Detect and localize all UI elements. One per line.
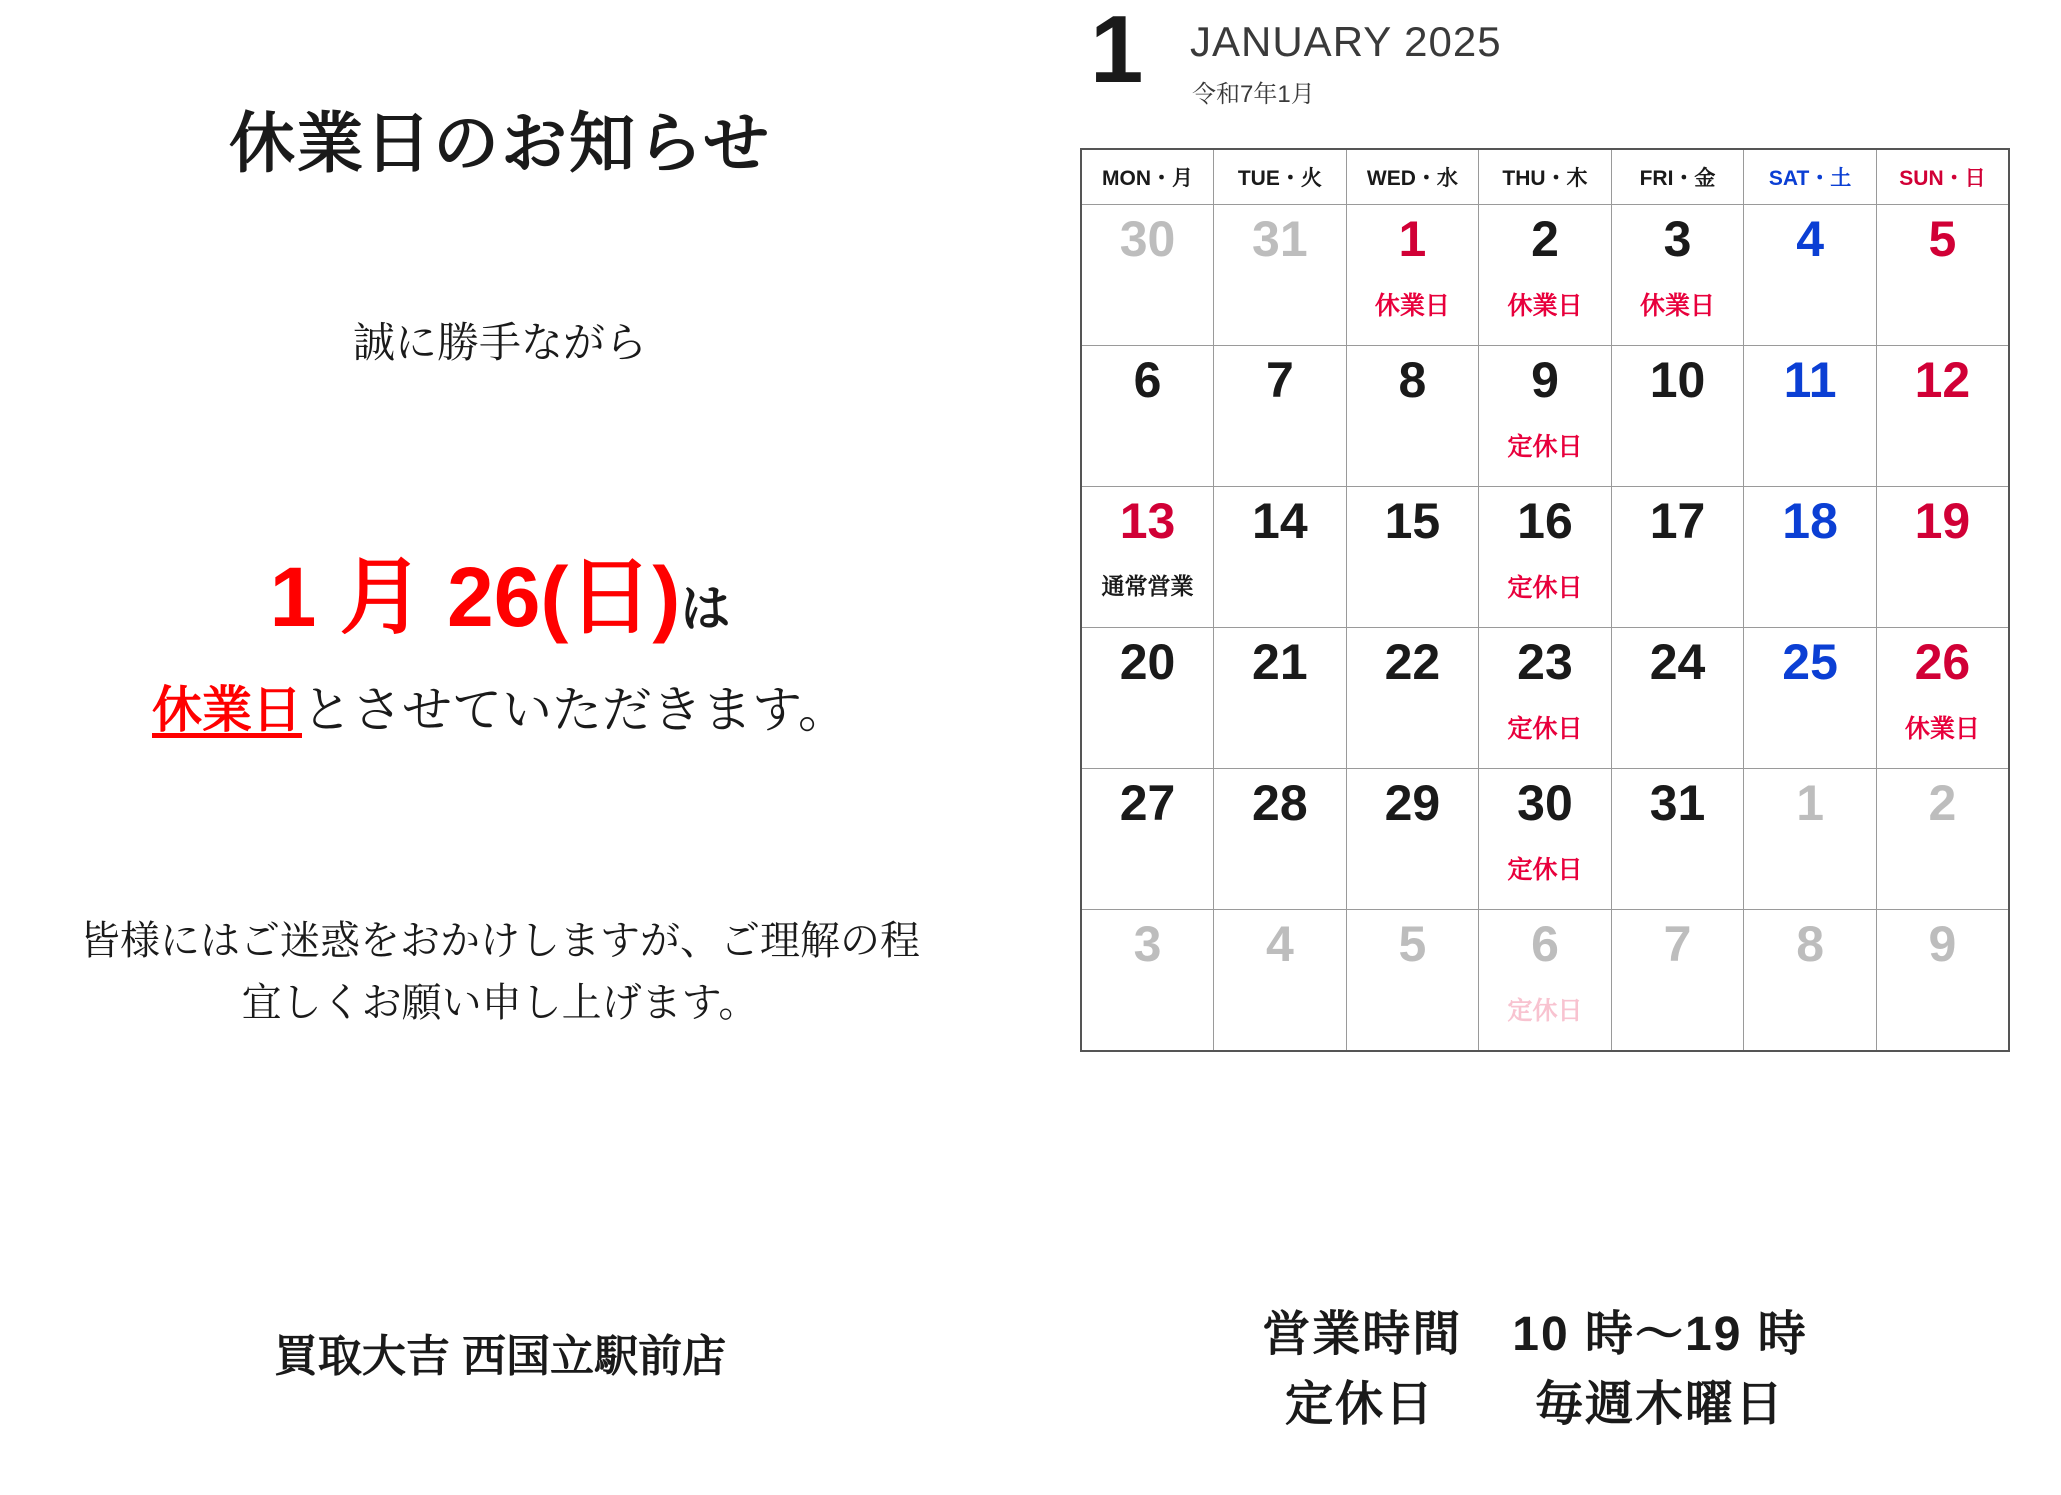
calendar-day-number: 7 (1663, 916, 1692, 972)
calendar-month-japanese-era: 令和7年1月 (1192, 81, 1315, 108)
closed-statement-rest: とさせていただきます。 (302, 682, 848, 738)
calendar-month-number: 1 (1090, 0, 1144, 103)
closed-keyword: 休業日 (152, 682, 302, 738)
calendar-panel (1080, 0, 2050, 1495)
calendar-week-row (1081, 205, 2009, 346)
calendar-day-number: 8 (1398, 352, 1427, 408)
calendar-day-number: 6 (1133, 352, 1162, 408)
calendar-day-cell (1479, 628, 1612, 769)
calendar-day-cell (1611, 628, 1744, 769)
weekday-header-sat: SAT・土 (1744, 149, 1877, 205)
calendar-day-cell (1479, 487, 1612, 628)
calendar-day-number: 19 (1914, 493, 1971, 549)
calendar-day-number: 15 (1384, 493, 1441, 549)
calendar-week-row (1081, 346, 2009, 487)
calendar-day-number: 27 (1119, 775, 1176, 831)
calendar-day-cell (1611, 205, 1744, 346)
closed-date-particle: は (680, 581, 731, 637)
calendar-day-number: 8 (1796, 916, 1824, 972)
calendar-day-note: 休業日 (1507, 291, 1583, 320)
calendar-day-number: 4 (1265, 916, 1294, 972)
calendar-day-cell (1479, 769, 1612, 910)
closed-statement (0, 670, 1000, 742)
calendar-day-cell (1744, 769, 1877, 910)
weekday-header-tue: TUE・火 (1214, 149, 1347, 205)
calendar-day-number: 30 (1119, 211, 1176, 267)
calendar-day-number: 17 (1649, 493, 1706, 549)
shop-name: 買取大吉 西国立駅前店 (273, 1332, 727, 1381)
calendar-day-cell (1214, 910, 1347, 1052)
calendar-day-note: 定休日 (1507, 432, 1583, 461)
calendar-day-number: 2 (1928, 775, 1957, 831)
calendar-footer (1000, 1300, 2061, 1439)
calendar-day-number: 3 (1133, 916, 1162, 972)
weekday-header-mon: MON・月 (1081, 149, 1214, 205)
calendar-day-number: 10 (1649, 352, 1706, 408)
apology-line-1: 皆様にはご迷惑をおかけしますが、ご理解の程 (80, 919, 920, 963)
calendar-day-note: 通常営業 (1101, 572, 1194, 599)
calendar-day-number: 12 (1914, 352, 1971, 408)
calendar-day-note: 定休日 (1507, 714, 1583, 743)
apology-line-2: 宜しくお願い申し上げます。 (241, 981, 759, 1025)
weekday-header-thu: THU・木 (1479, 149, 1612, 205)
calendar-day-cell (1214, 628, 1347, 769)
calendar-day-number: 7 (1265, 352, 1294, 408)
calendar-day-cell (1876, 487, 2009, 628)
business-hours: 営業時間 10 時〜19 時 (1262, 1308, 1808, 1361)
calendar-day-cell (1611, 487, 1744, 628)
calendar-day-cell (1744, 205, 1877, 346)
calendar-day-number: 31 (1649, 775, 1706, 831)
calendar-day-number: 13 (1119, 493, 1176, 549)
calendar-day-number: 28 (1252, 775, 1308, 831)
calendar-day-number: 14 (1252, 493, 1308, 549)
calendar-day-cell (1346, 346, 1479, 487)
weekday-header-sun: SUN・日 (1876, 149, 2009, 205)
calendar-day-cell (1611, 769, 1744, 910)
calendar-day-number: 29 (1384, 775, 1441, 831)
calendar-day-note: 定休日 (1507, 996, 1583, 1025)
calendar-day-number: 1 (1796, 775, 1824, 831)
page-title: 休業日のお知らせ (228, 106, 772, 180)
calendar-day-note: 定休日 (1507, 855, 1583, 884)
calendar-day-cell (1214, 205, 1347, 346)
calendar-day-cell (1876, 910, 2009, 1052)
calendar-day-cell (1876, 346, 2009, 487)
calendar-day-cell (1081, 346, 1214, 487)
calendar-day-cell (1214, 487, 1347, 628)
apology-text (0, 910, 1000, 1034)
calendar-day-number: 18 (1782, 493, 1838, 549)
calendar-day-cell (1346, 769, 1479, 910)
regular-holiday: 定休日 毎週木曜日 (1284, 1377, 1785, 1431)
closed-date-value: 1 月 26(日) (269, 550, 681, 644)
calendar-header (1080, 0, 2050, 128)
calendar-week-row (1081, 769, 2009, 910)
calendar-day-cell (1346, 487, 1479, 628)
calendar-day-cell (1876, 205, 2009, 346)
calendar-day-note: 休業日 (1640, 291, 1716, 320)
calendar-day-number: 16 (1517, 493, 1573, 549)
calendar-day-number: 26 (1914, 634, 1971, 690)
calendar-day-number: 31 (1252, 211, 1308, 267)
calendar-day-cell (1081, 769, 1214, 910)
calendar-day-cell (1744, 487, 1877, 628)
calendar-day-cell (1081, 487, 1214, 628)
calendar-day-number: 9 (1531, 352, 1559, 408)
calendar-day-number: 25 (1782, 634, 1838, 690)
calendar-day-cell (1346, 205, 1479, 346)
closed-date-headline (0, 530, 1000, 651)
calendar-day-number: 1 (1398, 211, 1427, 267)
calendar-week-row (1081, 628, 2009, 769)
calendar-day-cell (1214, 346, 1347, 487)
calendar-weekday-header-row (1081, 149, 2009, 205)
calendar-day-cell (1744, 628, 1877, 769)
calendar-day-number: 11 (1783, 352, 1837, 408)
calendar-day-number: 22 (1384, 634, 1441, 690)
calendar-table (1080, 148, 2010, 1052)
calendar-month-english: JANUARY 2025 (1190, 18, 1502, 65)
calendar-day-note: 休業日 (1904, 714, 1980, 743)
calendar-day-number: 4 (1796, 211, 1824, 267)
calendar-week-row (1081, 487, 2009, 628)
calendar-day-note: 休業日 (1374, 291, 1450, 320)
calendar-day-cell (1081, 205, 1214, 346)
calendar-day-number: 30 (1517, 775, 1573, 831)
notice-intro-text: 誠に勝手ながら (352, 319, 647, 366)
calendar-day-number: 5 (1928, 211, 1957, 267)
calendar-day-number: 24 (1649, 634, 1706, 690)
calendar-day-cell (1479, 910, 1612, 1052)
calendar-day-cell (1081, 628, 1214, 769)
calendar-day-cell (1876, 769, 2009, 910)
calendar-day-number: 5 (1398, 916, 1427, 972)
calendar-day-number: 9 (1928, 916, 1957, 972)
calendar-day-cell (1744, 346, 1877, 487)
calendar-day-cell (1479, 205, 1612, 346)
calendar-day-cell (1876, 628, 2009, 769)
calendar-day-cell (1611, 910, 1744, 1052)
calendar-day-number: 20 (1119, 634, 1176, 690)
calendar-day-note: 定休日 (1507, 573, 1583, 602)
calendar-week-row (1081, 910, 2009, 1052)
calendar-day-cell (1346, 910, 1479, 1052)
calendar-day-cell (1611, 346, 1744, 487)
calendar-body (1081, 205, 2009, 1052)
calendar-day-cell (1479, 346, 1612, 487)
calendar-day-number: 3 (1663, 211, 1692, 267)
calendar-day-number: 21 (1252, 634, 1308, 690)
calendar-day-number: 2 (1531, 211, 1559, 267)
weekday-header-wed: WED・水 (1346, 149, 1479, 205)
calendar-day-cell (1214, 769, 1347, 910)
calendar-day-cell (1346, 628, 1479, 769)
weekday-header-fri: FRI・金 (1611, 149, 1744, 205)
calendar-day-cell (1081, 910, 1214, 1052)
calendar-day-number: 23 (1517, 634, 1573, 690)
calendar-day-number: 6 (1531, 916, 1559, 972)
calendar-day-cell (1744, 910, 1877, 1052)
